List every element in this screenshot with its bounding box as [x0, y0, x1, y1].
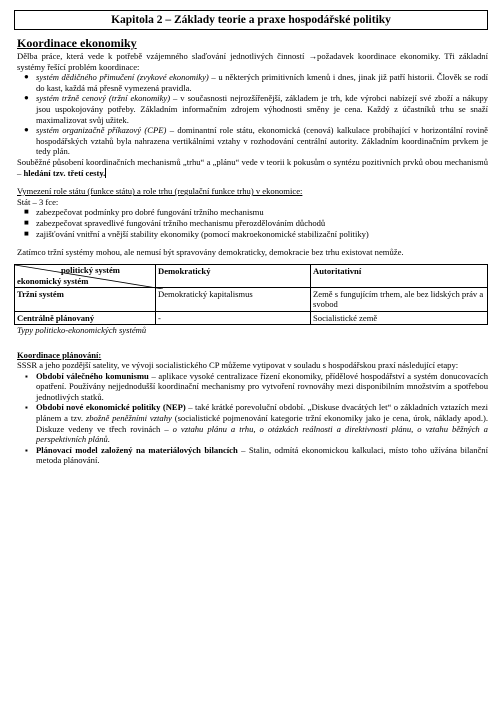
item-term: systém tržně cenový (tržní ekonomiky): [36, 93, 171, 104]
bullet-icon: ■: [24, 207, 29, 217]
item-text: zabezpečovat podmínky pro dobré fungování tržního mechanismu: [36, 207, 264, 218]
list-item: [17, 445, 488, 466]
table-caption: Typy politicko-ekonomických systémů: [17, 324, 147, 335]
chapter-title: Kapitola 2 – Základy teorie a praxe hospodářské politiky: [14, 10, 488, 30]
bullet-icon: ■: [24, 228, 29, 238]
row-header: Centrálně plánovaný: [15, 311, 156, 324]
item-italic: o vztahu plánu a trhu, o otázkách reálnosti a direktivnosti plánu, o vztahu běžných a perspektivních plánů.: [36, 423, 488, 445]
table-cell: -: [156, 311, 311, 324]
item-text: zajišťování vnitřní a vnější stability ekonomiky (pomocí makroekonomické stabilizační politiky): [36, 228, 369, 239]
item-text: – aplikace vysoké centralizace řízení ekonomiky, přídělové hospodářství a systém donucovacích opatření. Používány nejjednodušší koordinační mechanismy pro vytvoření rovnováhy mezi disponibilním množstvím a spotřebou jednotlivých statků.: [36, 370, 489, 402]
systems-table: [14, 264, 488, 325]
list-item: [17, 229, 488, 240]
section-heading: Koordinace ekonomiky: [17, 36, 137, 50]
list-item: [17, 93, 488, 125]
table-cell: Socialistické země: [311, 311, 488, 324]
table-row: [15, 311, 488, 324]
bullet-icon: ▪: [25, 403, 28, 413]
table-corner-cell: [15, 264, 156, 287]
list-item: [17, 72, 488, 93]
item-term: systém dědičného přimučení (zvykové ekonomiky): [36, 72, 209, 83]
synthesis-paragraph: [17, 157, 488, 178]
bullet-icon: ●: [24, 93, 29, 103]
item-term: Plánovací model založený na materiálových bilancích: [36, 444, 238, 455]
list-item: [17, 218, 488, 229]
text-cursor: [105, 168, 106, 178]
state-label: Stát – 3 fce:: [17, 196, 59, 207]
item-text: – v současnosti nejrozšířenější, základem je trh, kde výrobci nabízejí své zboží a nákupy jsou uspokojovány potřeby. Základním informačním zdrojem výhodnosti směny je cena. Každý z účastníků trhu se snaží maximalizovat svůj užitek.: [36, 93, 488, 125]
column-header: Demokratický: [156, 264, 311, 287]
row-header: Tržní systém: [15, 287, 156, 311]
bullet-icon: ■: [24, 217, 29, 227]
bullet-icon: ▪: [25, 445, 28, 455]
item-text: – u některých primitivních kmenů i dnes, jinak již patří historii. Člověk se rodí do kast, každá má přesně vymezená pravidla.: [36, 72, 489, 93]
synthesis-bold: hledání tzv. třetí cesty.: [23, 167, 106, 178]
corner-bottom-label: ekonomický systém: [17, 275, 89, 286]
column-header: Autoritativní: [311, 264, 488, 287]
item-text: zabezpečovat spravedlivé fungování tržního mechanismu přerozdělováním důchodů: [36, 217, 326, 228]
item-text: – Stalin, odmítá ekonomickou kalkulaci, místo toho užívána bilanční metoda plánování.: [36, 444, 488, 466]
table-cell: Demokratický kapitalismus: [156, 287, 311, 311]
table-cell: Země s fungujícím trhem, ale bez lidských práv a svobod: [311, 287, 488, 311]
list-item: [17, 125, 488, 157]
list-item: [17, 402, 488, 444]
item-text: – dominantní role státu, ekonomická (cenová) kalkulace probíhající v horizontální rovině hospodářských vztahů byla nahrazena vertikálními vztahy v rozhodování centrální autority. Základním koordinačním prvkem je tedy plán.: [36, 125, 488, 157]
item-italic: zbožně peněžními vztahy: [85, 413, 172, 424]
roles-title: Vymezení role státu (funkce státu) a role trhu (regulační funkce trhu) v ekonomice:: [17, 186, 303, 197]
synthesis-text: Souběžné působení koordinačních mechanismů „trhu“ a „plánu“ vede v teorii k pokusům o syntézu pozitivních prvků obou mechanismů –: [17, 156, 488, 178]
planning-title: Koordinace plánování:: [17, 349, 102, 360]
item-term: Období nové ekonomické politiky (NEP): [36, 402, 186, 413]
document-page: [14, 10, 488, 466]
list-item: [17, 207, 488, 218]
planning-intro: SSSR a jeho pozdější satelity, ve vývoji socialistického CP můžeme vytipovat v souladu s hospodářskou praxí následující etapy:: [17, 360, 459, 371]
bullet-icon: ●: [24, 125, 29, 135]
intro-paragraph: Dělba práce, která vede k potřebě vzájemného slaďování jednotlivých činností →požadavek koordinace ekonomiky. Tři základní systémy řešící problém koordinace:: [17, 51, 488, 72]
list-item: [17, 371, 488, 403]
item-text: (socialistické pojmenování kategorie tržní ekonomiky jako je cena, úrok, náklady apod.). Diskuze vedeny ve třech rovinách –: [36, 413, 488, 434]
item-term: systém organizačně příkazový (CPE): [36, 125, 167, 136]
corner-top-label: politický systém: [61, 264, 120, 275]
democracy-note: Zatímco tržní systémy mohou, ale nemusí být spravovány demokraticky, demokracie bez trhu existovat nemůže.: [17, 247, 404, 258]
bullet-icon: ●: [24, 72, 29, 82]
bullet-icon: ▪: [25, 371, 28, 381]
table-row: [15, 287, 488, 311]
item-term: Období válečného komunismu: [36, 370, 149, 381]
item-text: – také krátké porevoluční období. „Diskuse dvacátých let“ o základních vztazích mezi plánem a tzv.: [36, 402, 489, 424]
